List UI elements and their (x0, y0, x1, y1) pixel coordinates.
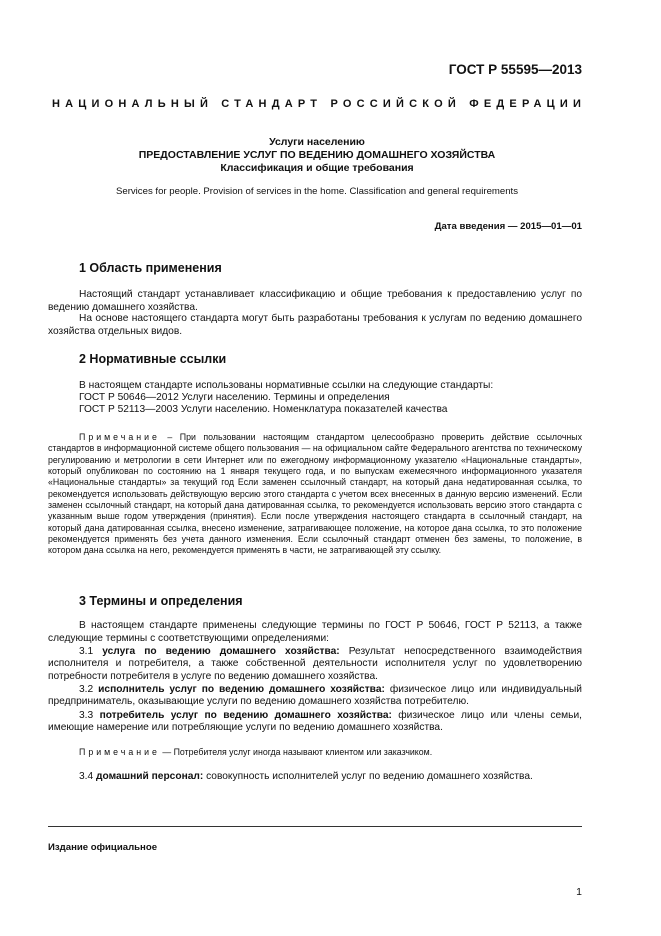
official-edition-label: Издание официальное (48, 842, 158, 853)
date-of-introduction: Дата введения — 2015—01—01 (434, 221, 582, 232)
title-english: Services for people. Provision of services in the home. Classification and general requirements (115, 186, 519, 197)
note-3-text: — Потребителя услуг иногда называют клиентом или заказчиком. (159, 747, 433, 757)
section-2-heading: 2 Нормативные ссылки (79, 352, 227, 366)
term-3-2-number: 3.2 (79, 684, 94, 695)
section-2-intro: В настоящем стандарте использованы нормативные ссылки на следующие стандарты: (79, 380, 494, 391)
term-3-3-number: 3.3 (79, 710, 94, 721)
term-3-2 (48, 684, 582, 709)
reference-2: ГОСТ Р 52113—2003 Услуги населению. Номенклатура показателей качества (79, 404, 448, 415)
note-label: Примечание (79, 432, 160, 442)
term-3-4-definition: совокупность исполнителей услуг по ведению домашнего хозяйства. (203, 771, 533, 782)
term-3-3-definition: физическое лицо или члены семьи, имеющие намерение или потребляющие услуги по ведению домашнего хозяйства. (48, 710, 582, 734)
term-3-1-term: услуга по ведению домашнего хозяйства: (102, 646, 340, 657)
term-3-3-term: потребитель услуг по ведению домашнего хозяйства: (99, 710, 392, 721)
note-text: – При пользовании настоящим стандартом целесообразно проверить действие ссылочных стандартов в информационной системе общего пользования — на официальном сайте Федерального агентства по техническому регулированию и метрологии в сети Интернет или по ежегодному информационному указателю «Национальные стандарты», который опубликован по состоянию на 1 января текущего года, и по выпускам ежемесячного информационного указателя «Национальные стандарты» за текущий год Если заменен ссылочный стандарт, на который дана недатированная ссылка, то рекомендуется использовать действующую версию этого стандарта с учетом всех внесенных в данную версию изменений. Если заменен ссылочный стандарт, на который дана датированная ссылка, то рекомендуется использовать версию этого стандарта с указанным выше годом утверждения (принятия). Если после утверждения настоящего стандарта в ссылочный стандарт, на который дана датированная ссылка, внесено изменение, затрагивающее положение, на которое дана ссылка, то это положение рекомендуется применять без учета данного изменения. Если ссылочный стандарт отменен без замены, то положение, в котором дана ссылка на него, рекомендуется применять в части, не затрагивающей эту ссылку. (48, 432, 582, 556)
footer-divider (48, 826, 582, 827)
term-3-1-definition: Результат непосредственного взаимодействия исполнителя и потребителя, а также собственной деятельности исполнителя услуг по удовлетворению потребности потребителя в услуге по ведению домашнего хозяйства. (48, 646, 582, 682)
section-1-paragraph-2 (48, 313, 582, 339)
term-3-2-term: исполнитель услуг по ведению домашнего хозяйства: (98, 684, 385, 695)
term-3-2-definition: физическое лицо или индивидуальный предприниматель, оказывающие услуги по ведению домашнего хозяйства потребителю. (48, 684, 582, 708)
title-line-2: ПРЕДОСТАВЛЕНИЕ УСЛУГ ПО ВЕДЕНИЮ ДОМАШНЕГО ХОЗЯЙСТВА (138, 149, 496, 161)
section-1-p2-text: На основе настоящего стандарта могут быть разработаны требования к услугам по ведению домашнего хозяйства отдельных видов. (48, 313, 582, 337)
section-3-heading: 3 Термины и определения (79, 594, 243, 608)
note-3-label: Примечание (79, 747, 160, 757)
term-3-3 (48, 710, 582, 735)
national-standard-heading: НАЦИОНАЛЬНЫЙ СТАНДАРТ РОССИЙСКОЙ ФЕДЕРАЦИИ (52, 98, 587, 110)
term-3-1 (48, 646, 582, 683)
term-3-4-term: домашний персонал: (96, 771, 204, 782)
title-line-3: Классификация и общие требования (220, 162, 414, 174)
reference-1: ГОСТ Р 50646—2012 Услуги населению. Термины и определения (79, 392, 390, 403)
term-3-4 (48, 770, 582, 784)
section-3-intro: В настоящем стандарте применены следующие термины по ГОСТ Р 50646, ГОСТ Р 52113, а также следующие термины с соответствующими определениями: (48, 620, 582, 644)
section-2-note (48, 432, 582, 557)
page-number: 1 (576, 886, 582, 898)
term-3-4-number: 3.4 (79, 771, 94, 782)
document-title (52, 136, 582, 175)
section-1-paragraph-1 (48, 289, 582, 315)
section-1-p1-text: Настоящий стандарт устанавливает классификацию и общие требования к предоставлению услуг по ведению домашнего хозяйства. (48, 289, 582, 313)
section-3-note (48, 747, 582, 758)
term-3-1-number: 3.1 (79, 646, 94, 657)
title-line-1: Услуги населению (269, 136, 365, 148)
section-1-heading: 1 Область применения (79, 261, 222, 275)
gost-number: ГОСТ Р 55595—2013 (448, 62, 582, 77)
